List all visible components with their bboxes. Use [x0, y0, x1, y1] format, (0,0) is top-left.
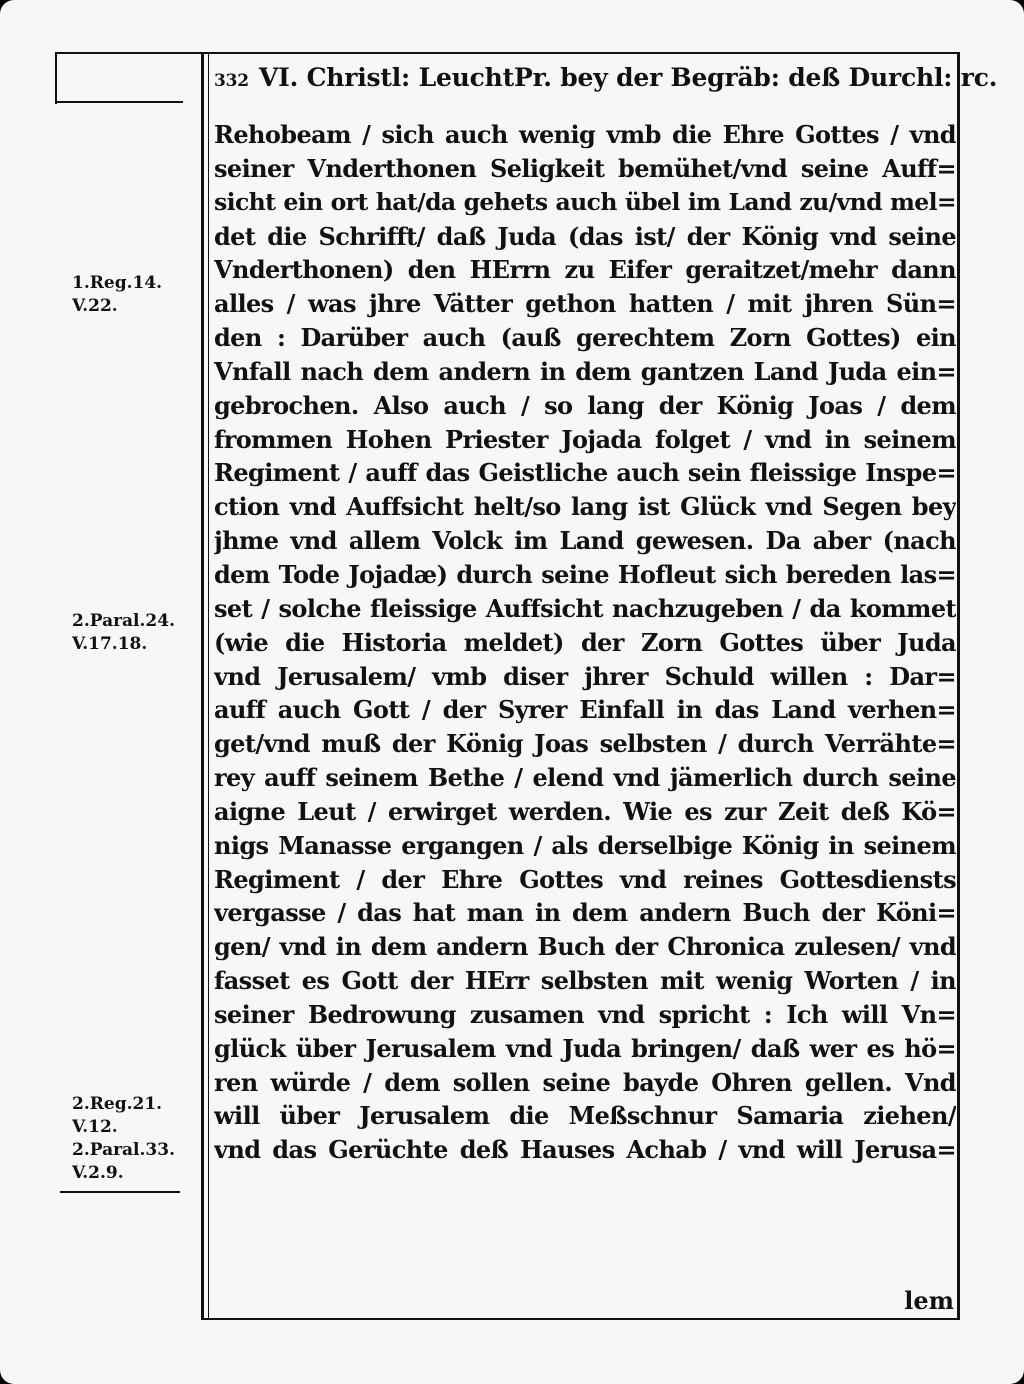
text-line: Regiment / auff das Geistliche auch sein fleissige Inspe= [214, 458, 956, 488]
text-line: alles / was jhre Vätter gethon hatten / mit jhren Sün= [214, 289, 956, 319]
running-title: VI. Christl: LeuchtPr. bey der Begräb: deß Durchl: rc. [258, 63, 998, 92]
column-left-inner-rule [208, 52, 209, 1320]
top-rule [55, 52, 960, 54]
text-line: Vnfall nach dem andern in dem gantzen Land Juda ein= [214, 356, 956, 386]
page-number: 332 [214, 71, 249, 91]
text-line: ren würde / dem sollen seine bayde Ohren gellen. Vnd [214, 1067, 956, 1097]
margin-note-line: V.17.18. [72, 634, 148, 654]
margin-note-line: 2.Paral.24. [72, 611, 176, 631]
margin-note-line: V.2.9. [72, 1163, 124, 1183]
text-line: ction vnd Auffsicht helt/so lang ist Glück vnd Segen bey [214, 492, 956, 522]
body-text [214, 118, 956, 1167]
margin-note-line: V.12. [72, 1117, 118, 1137]
margin-note-3 [72, 1093, 200, 1185]
text-line: rey auff seinem Bethe / elend vnd jämerlich durch seine [214, 763, 956, 793]
text-line: nigs Manasse ergangen / als derselbige König in seinem [214, 830, 956, 860]
margin-note-line: 2.Reg.21. [72, 1094, 163, 1114]
bottom-rule [203, 1318, 960, 1320]
text-line: sicht ein ort hat/da gehets auch übel im Land zu/vnd mel= [214, 187, 956, 216]
margin-note-2 [72, 610, 200, 656]
text-line: det die Schrifft/ daß Juda (das ist/ der König vnd seine [214, 221, 956, 251]
text-line: vnd Jerusalem/ vmb diser jhrer Schuld willen : Dar= [214, 661, 956, 691]
text-line: will über Jerusalem die Meßschnur Samaria ziehen/ [214, 1101, 956, 1131]
text-line: get/vnd muß der König Joas selbsten / durch Verrähte= [214, 729, 956, 759]
text-line: seiner Vnderthonen Seligkeit bemühet/vnd seine Auff= [214, 153, 956, 183]
margin-head-left-rule [55, 52, 57, 104]
text-line: Regiment / der Ehre Gottes vnd reines Gottesdiensts [214, 864, 956, 894]
text-line: (wie die Historia meldet) der Zorn Gottes über Juda [214, 627, 956, 657]
running-head [214, 58, 998, 98]
column-right-rule [957, 52, 960, 1320]
margin-note-1 [72, 272, 200, 318]
margin-note-line: 2.Paral.33. [72, 1140, 176, 1160]
margin-foot-rule [60, 1191, 180, 1193]
text-line: auff auch Gott / der Syrer Einfall in das Land verhen= [214, 695, 956, 725]
text-line: vergasse / das hat man in dem andern Buch der Köni= [214, 898, 956, 928]
margin-note-line: 1.Reg.14. [72, 273, 163, 293]
text-line: gen/ vnd in dem andern Buch der Chronica zulesen/ vnd [214, 932, 956, 962]
text-line: fasset es Gott der HErr selbsten mit wenig Worten / in [214, 966, 956, 996]
text-line: set / solche fleissige Auffsicht nachzugeben / da kommet [214, 593, 956, 623]
text-line: glück über Jerusalem vnd Juda bringen/ daß wer es hö= [214, 1033, 956, 1063]
text-line: Vnderthonen) den HErrn zu Eifer geraitzet/mehr dann [214, 255, 956, 285]
text-line: Rehobeam / sich auch wenig vmb die Ehre Gottes / vnd [214, 120, 956, 149]
text-line: frommen Hohen Priester Jojada folget / vnd in seinem [214, 424, 956, 454]
text-line: aigne Leut / erwirget werden. Wie es zur Zeit deß Kö= [214, 796, 956, 826]
text-line: seiner Bedrowung zusamen vnd spricht : Ich will Vn= [214, 999, 956, 1029]
margin-note-line: V.22. [72, 296, 118, 316]
text-line: den : Darüber auch (auß gerechtem Zorn Gottes) ein [214, 323, 956, 353]
margin-head-rule [55, 101, 183, 103]
text-line: jhme vnd allem Volck im Land gewesen. Da aber (nach [214, 526, 956, 556]
catchword: lem [904, 1286, 954, 1315]
text-line: vnd das Gerüchte deß Hauses Achab / vnd will Jerusa= [214, 1135, 956, 1165]
text-line: gebrochen. Also auch / so lang der König Joas / dem [214, 390, 956, 420]
text-line: dem Tode Jojadæ) durch seine Hofleut sich bereden las= [214, 559, 956, 589]
column-left-rule [201, 52, 204, 1320]
